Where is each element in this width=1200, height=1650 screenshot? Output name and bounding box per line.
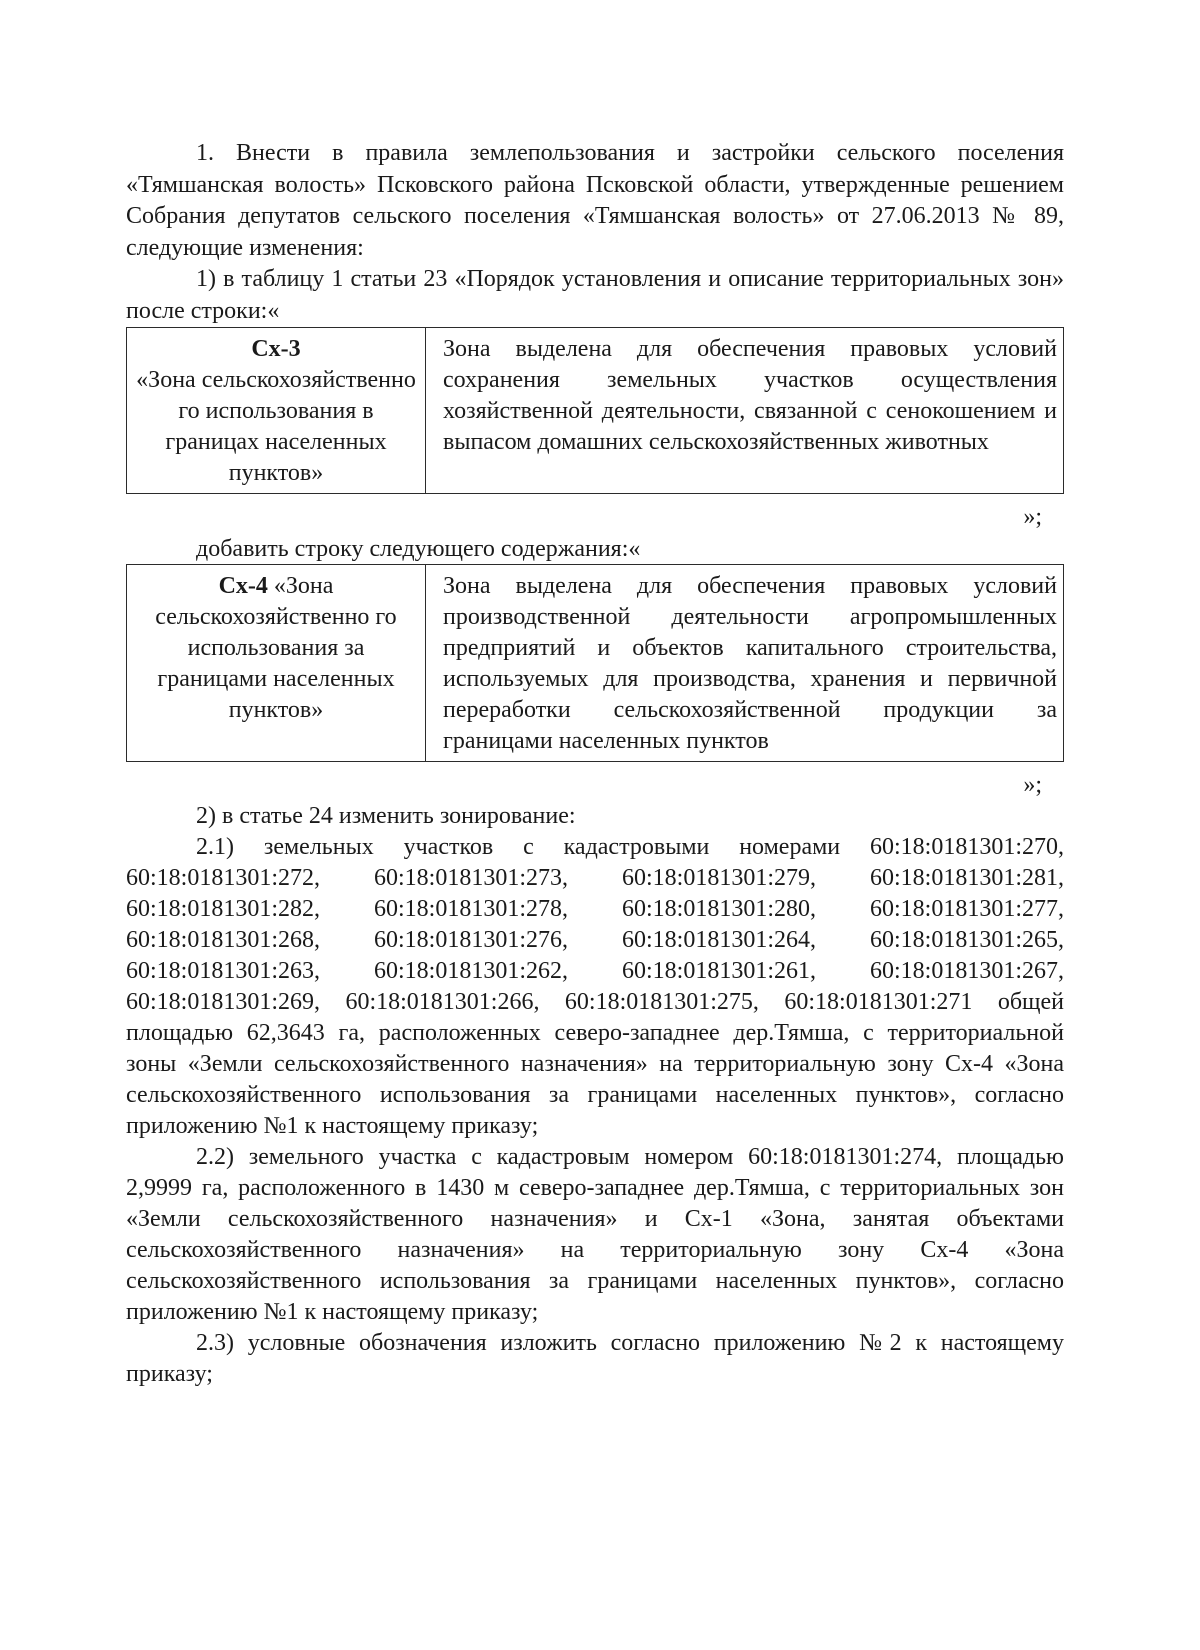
zone-table-cx3 [126, 327, 1064, 494]
zone-description: Зона выделена для обеспечения правовых условий сохранения земельных участков осуществления хозяйственной деятельности, связанной с сенокошением и выпасом домашних сельскохозяйственных животных [426, 328, 1064, 494]
table-row [127, 328, 1064, 494]
zone-description: Зона выделена для обеспечения правовых условий производственной деятельности агропромышленных предприятий и объектов капитального строительства, используемых для производства, хранения и первичной переработки сельскохозяйственной продукции за границами населенных пунктов [426, 565, 1064, 762]
paragraph-item-1: 1. Внести в правила землепользования и застройки сельского поселения «Тямшанская волость» Псковского района Псковской области, утвержденные решением Собрания депутатов сельского поселения «Тямшанская волость» от 27.06.2013 № 89, следующие изменения: [126, 140, 1064, 261]
add-row-text: добавить строку следующего содержания:« [196, 536, 641, 562]
zone-table-cx4 [126, 564, 1064, 762]
paragraph-item-2-3: 2.3) условные обозначения изложить согласно приложению №2 к настоящему приказу; [126, 1330, 1064, 1387]
zone-code-cell [127, 328, 426, 494]
zone-name: «Зона сельскохозяйственно го использования за границами населенных пунктов» [155, 573, 397, 723]
closing-quote: »; [1023, 504, 1042, 530]
document-page [126, 138, 1064, 1390]
zone-code: Сх-4 [218, 573, 268, 599]
paragraph-item-2-2: 2.2) земельного участка с кадастровым номером 60:18:0181301:274, площадью 2,9999 га, расположенного в 1430 м северо-западнее дер.Тямша, с территориальных зон «Земли сельскохозяйственного назначения» и Сх-1 «Зона, занятая объектами сельскохозяйственного назначения» на территориальную зону Сх-4 «Зона сельскохозяйственного использования за границами населенных пунктов», согласно приложению №1 к настоящему приказу; [126, 1144, 1064, 1325]
zone-code: Сх-3 [251, 336, 301, 362]
zone-code-cell [127, 565, 426, 762]
paragraph-item-2: 2) в статье 24 изменить зонирование: [196, 803, 576, 829]
zone-name: «Зона сельскохозяйственно го использования в границах населенных пунктов» [136, 367, 416, 486]
paragraph-item-1-1: 1) в таблицу 1 статьи 23 «Порядок установления и описание территориальных зон» после строки:« [126, 266, 1064, 324]
closing-quote: »; [1023, 772, 1042, 798]
paragraph-item-2-1: 2.1) земельных участков с кадастровыми номерами 60:18:0181301:270, 60:18:0181301:272, 60:18:0181301:273, 60:18:0181301:279, 60:18:0181301:281, 60:18:0181301:282, 60:18:0181301:278, 60:18:0181301:280, 60:18:0181301:277, 60:18:0181301:268, 60:18:0181301:276, 60:18:0181301:264, 60:18:0181301:265, 60:18:0181301:263, 60:18:0181301:262, 60:18:0181301:261, 60:18:0181301:267, 60:18:0181301:269, 60:18:0181301:266, 60:18:0181301:275, 60:18:0181301:271 общей площадью 62,3643 га, расположенных северо-западнее дер.Тямша, с территориальной зоны «Земли сельскохозяйственного назначения» на территориальную зону Сх-4 «Зона сельскохозяйственного использования за границами населенных пунктов», согласно приложению №1 к настоящему приказу; [126, 834, 1064, 1139]
table-row [127, 565, 1064, 762]
